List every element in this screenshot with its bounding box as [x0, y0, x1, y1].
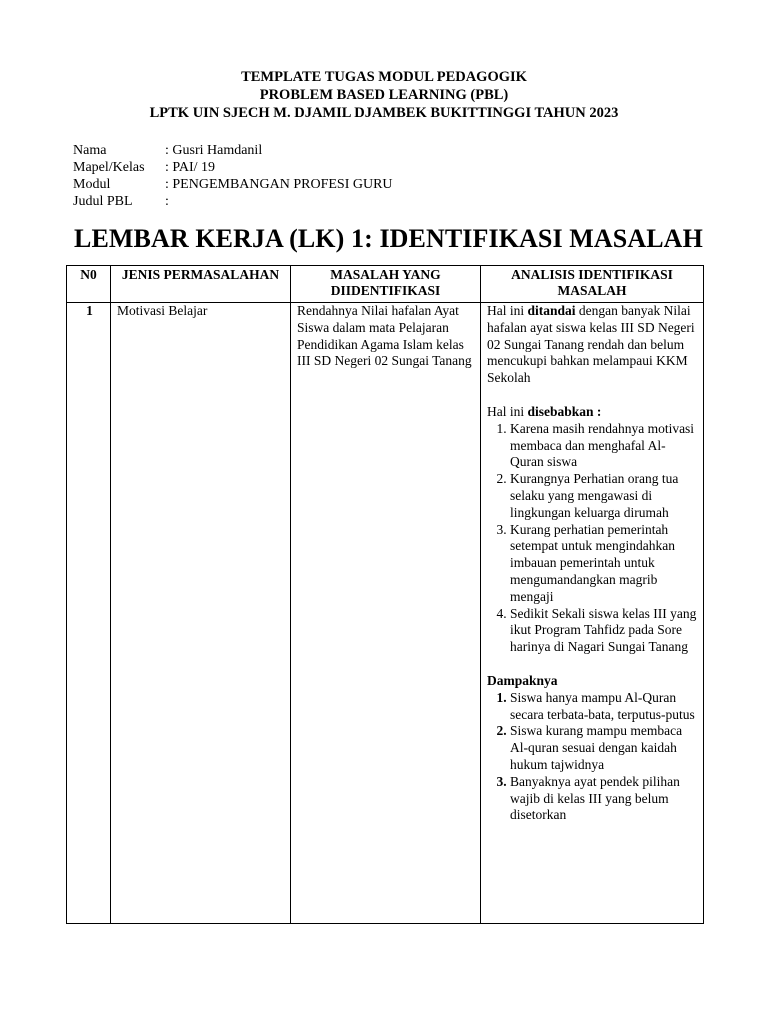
cell-masalah: Rendahnya Nilai hafalan Ayat Siswa dalam mata Pelajaran Pendidikan Agama Islam kelas III SD Negeri 02 Sungai Tanang [291, 303, 481, 924]
meta-value: : PAI/ 19 [165, 160, 216, 175]
header-line-1: TEMPLATE TUGAS MODUL PEDAGOGIK [241, 69, 527, 85]
meta-row-mapel-kelas [73, 159, 393, 176]
intro-prefix: Hal ini [487, 303, 528, 318]
identity-block [73, 142, 393, 210]
meta-label: Judul PBL [73, 194, 133, 209]
header-line-2: PROBLEM BASED LEARNING (PBL) [259, 87, 509, 103]
meta-label: Modul [73, 177, 111, 192]
list-item: 3. Kurang perhatian pemerintah setempat untuk mengindahkan imbauan pemerintah untuk mengumandangkan magrib mengaji [510, 522, 699, 606]
cause-list [487, 421, 699, 656]
list-item: 4. Sedikit Sekali siswa kelas III yang ikut Program Tahfidz pada Sore harinya di Nagari Sungai Tanang [510, 606, 699, 656]
table-row [67, 303, 704, 924]
list-item: 1. Siswa hanya mampu Al-Quran secara terbata-bata, terputus-putus [510, 690, 699, 724]
impact-list [487, 690, 699, 824]
header-line-3: LPTK UIN SJECH M. DJAMIL DJAMBEK BUKITTINGGI TAHUN 2023 [149, 105, 619, 121]
impact-heading: Dampaknya [487, 672, 558, 688]
intro-suffix: dengan banyak Nilai hafalan ayat siswa kelas III SD Negeri 02 Sungai Tanang rendah dan belum mencukupi bahkan melampaui KKM Sekolah [487, 303, 695, 386]
intro-bold: ditandai [527, 303, 576, 318]
meta-row-nama [73, 142, 393, 159]
meta-row-modul [73, 176, 393, 193]
cell-no: 1 [67, 303, 111, 924]
cell-jenis: Motivasi Belajar [111, 303, 291, 924]
meta-value: : Gusri Hamdanil [165, 143, 263, 158]
meta-label: Nama [73, 143, 107, 158]
list-item: 2. Siswa kurang mampu membaca Al-quran sesuai dengan kaidah hukum tajwidnya [510, 723, 699, 773]
worksheet-table [66, 265, 704, 924]
document-header [0, 68, 768, 122]
worksheet-title: LEMBAR KERJA (LK) 1: IDENTIFIKASI MASALAH [74, 224, 703, 253]
table-header-row [67, 266, 704, 303]
meta-row-judul-pbl [73, 193, 393, 210]
header-no: N0 [67, 266, 111, 303]
header-analisis: ANALISIS IDENTIFIKASI MASALAH [481, 266, 704, 303]
meta-value: : [165, 194, 169, 209]
meta-label: Mapel/Kelas [73, 160, 145, 175]
list-item: 3. Banyaknya ayat pendek pilihan wajib di kelas III yang belum disetorkan [510, 774, 699, 824]
analysis-cause-heading [487, 404, 699, 421]
meta-value: : PENGEMBANGAN PROFESI GURU [165, 177, 393, 192]
list-item: 1. Karena masih rendahnya motivasi membaca dan menghafal Al-Quran siswa [510, 421, 699, 471]
cell-analisis [481, 303, 704, 924]
header-jenis: JENIS PERMASALAHAN [111, 266, 291, 303]
list-item: 2. Kurangnya Perhatian orang tua selaku yang mengawasi di lingkungan keluarga dirumah [510, 471, 699, 521]
cause-prefix: Hal ini [487, 403, 528, 419]
analysis-indicator [487, 303, 699, 387]
header-masalah: MASALAH YANG DIIDENTIFIKASI [291, 266, 481, 303]
cause-bold: disebabkan : [527, 403, 602, 419]
